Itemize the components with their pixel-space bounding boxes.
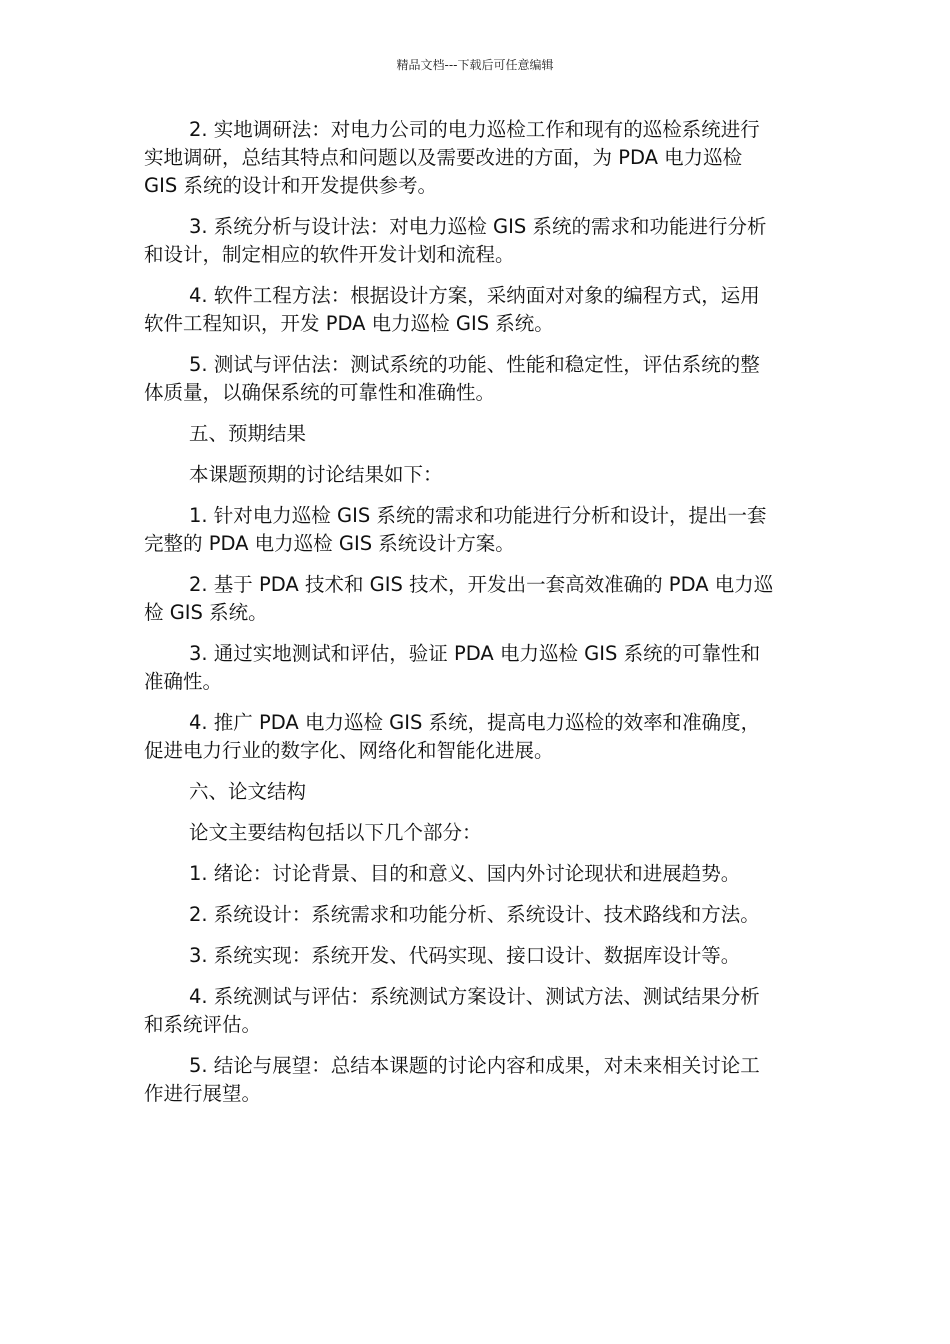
text-line: 和系统评估。	[144, 1013, 262, 1036]
text-line: 促进电力行业的数字化、网络化和智能化进展。	[144, 739, 554, 762]
text-line: 2. 实地调研法：对电力公司的电力巡检工作和现有的巡检系统进行	[189, 118, 760, 141]
paragraph-result-2	[144, 571, 806, 627]
paragraph-result-4	[144, 709, 806, 765]
text-line: 2. 系统设计：系统需求和功能分析、系统设计、技术路线和方法。	[189, 903, 760, 926]
paragraph-result-3	[144, 640, 806, 696]
text-line: 2. 基于 PDA 技术和 GIS 技术，开发出一套高效准确的 PDA 电力巡	[189, 573, 774, 596]
text-line: 5. 结论与展望：总结本课题的讨论内容和成果，对未来相关讨论工	[189, 1054, 760, 1077]
text-line: 完整的 PDA 电力巡检 GIS 系统设计方案。	[144, 532, 515, 555]
text-line: 和设计，制定相应的软件开发计划和流程。	[144, 243, 515, 266]
paragraph-structure-1	[144, 860, 806, 888]
section-heading-thesis-structure	[144, 778, 806, 806]
paragraph-method-5	[144, 351, 806, 407]
text-line: GIS 系统的设计和开发提供参考。	[144, 174, 437, 197]
text-line: 4. 系统测试与评估：系统测试方案设计、测试方法、测试结果分析	[189, 985, 760, 1008]
text-line: 3. 系统分析与设计法：对电力巡检 GIS 系统的需求和功能进行分析	[189, 215, 767, 238]
text-line: 五、预期结果	[189, 422, 307, 445]
text-line: 1. 绪论：讨论背景、目的和意义、国内外讨论现状和进展趋势。	[189, 862, 741, 885]
paragraph-structure-5	[144, 1052, 806, 1108]
text-line: 本课题预期的讨论结果如下：	[189, 463, 443, 486]
paragraph-structure-intro	[144, 819, 806, 847]
text-line: 检 GIS 系统。	[144, 601, 268, 624]
paragraph-method-2	[144, 116, 806, 200]
text-line: 4. 软件工程方法：根据设计方案，采纳面对对象的编程方式，运用	[189, 284, 760, 307]
paragraph-result-1	[144, 502, 806, 558]
text-line: 体质量，以确保系统的可靠性和准确性。	[144, 381, 496, 404]
text-line: 论文主要结构包括以下几个部分：	[189, 821, 482, 844]
text-line: 六、论文结构	[189, 780, 307, 803]
section-heading-expected-results	[144, 420, 806, 448]
text-line: 3. 系统实现：系统开发、代码实现、接口设计、数据库设计等。	[189, 944, 741, 967]
page-header: 精品文档---下载后可任意编辑	[396, 58, 554, 72]
text-line: 实地调研，总结其特点和问题以及需要改进的方面，为 PDA 电力巡检	[144, 146, 743, 169]
paragraph-structure-4	[144, 983, 806, 1039]
text-line: 4. 推广 PDA 电力巡检 GIS 系统，提高电力巡检的效率和准确度，	[189, 711, 761, 734]
paragraph-method-3	[144, 213, 806, 269]
paragraph-method-4	[144, 282, 806, 338]
text-line: 作进行展望。	[144, 1082, 262, 1105]
text-line: 1. 针对电力巡检 GIS 系统的需求和功能进行分析和设计，提出一套	[189, 504, 767, 527]
document-body	[144, 116, 806, 1121]
text-line: 准确性。	[144, 670, 223, 693]
paragraph-results-intro	[144, 461, 806, 489]
text-line: 软件工程知识，开发 PDA 电力巡检 GIS 系统。	[144, 312, 554, 335]
text-line: 3. 通过实地测试和评估，验证 PDA 电力巡检 GIS 系统的可靠性和	[189, 642, 761, 665]
paragraph-structure-2	[144, 901, 806, 929]
text-line: 5. 测试与评估法：测试系统的功能、性能和稳定性，评估系统的整	[189, 353, 760, 376]
paragraph-structure-3	[144, 942, 806, 970]
